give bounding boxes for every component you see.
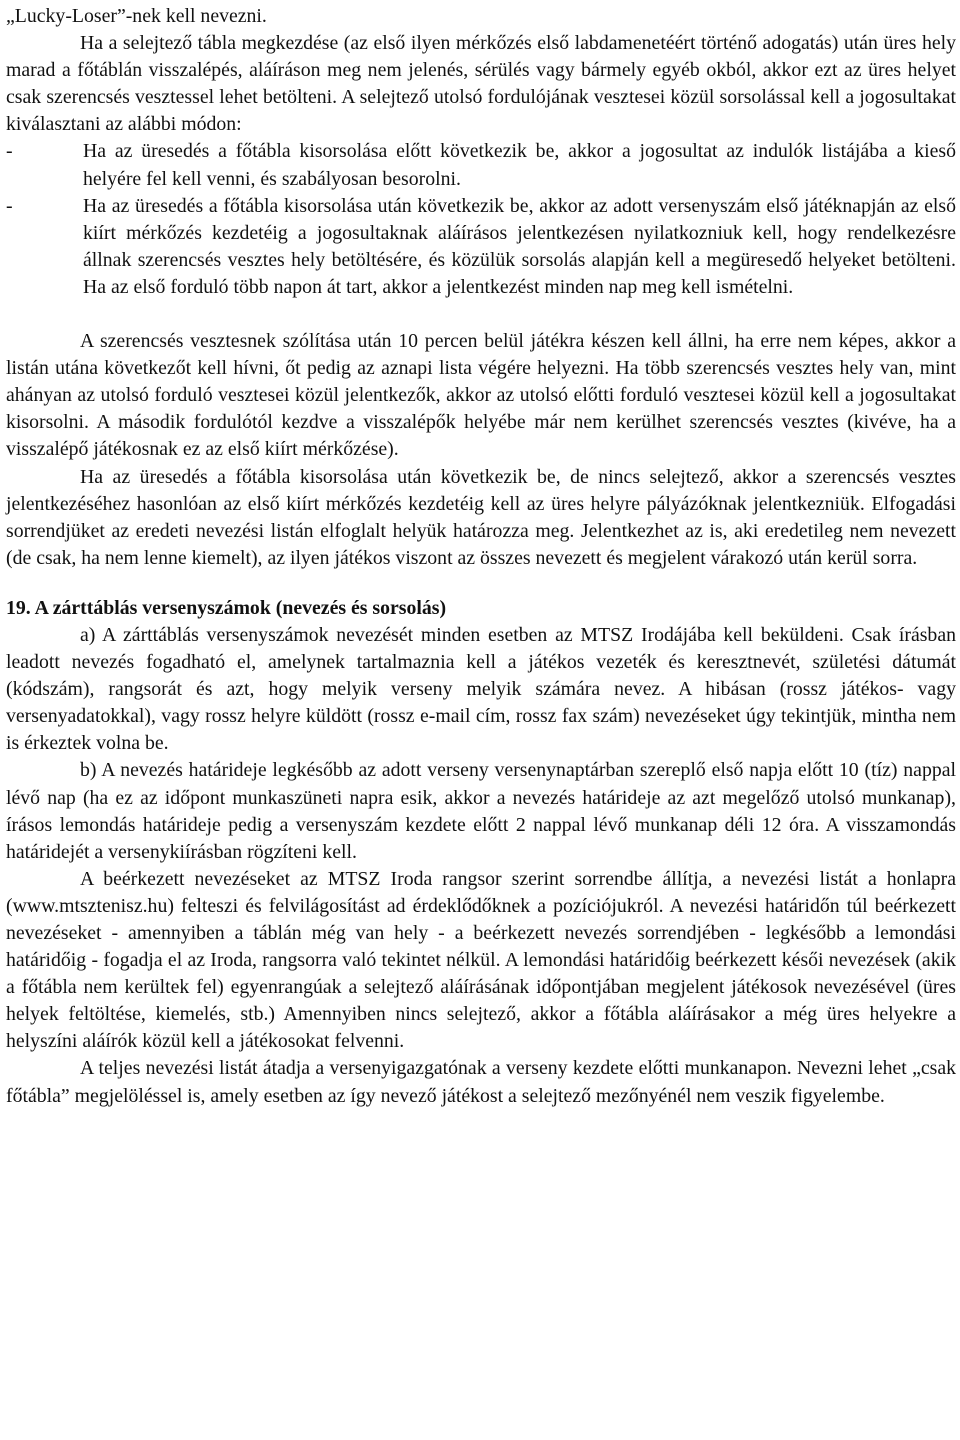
list-item-after-draw xyxy=(6,193,956,301)
document-page xyxy=(6,3,956,1110)
section-heading: 19. A zárttáblás versenyszámok (nevezés és sorsolás) xyxy=(6,596,447,619)
list-item-text: Ha az üresedés a főtábla kisorsolása után következik be, akkor az adott versenyszám első játéknapján az első kiírt mérkőzés kezdetéig a jogosultaknak aláírásos jelentkezésen nyilatkozniuk kell, hogy rendelkezésre állnak szerencsés vesztes hely betöltésére, és közülük sorsolás alapján kell a megüresedő helyeket betölteni. Ha az első forduló több napon át tart, akkor a jelentkezést minden nap meg kell ismételni. xyxy=(83,194,956,298)
list-dash: - xyxy=(6,194,13,217)
paragraph-lucky-loser-naming: „Lucky-Loser”-nek kell nevezni. xyxy=(6,5,267,27)
paragraph-entry-submission: a) A zárttáblás versenyszámok nevezését minden esetben az MTSZ Irodájába kell beküldeni. Csak írásban leadott nevezés fogadható el, amelynek tartalmaznia kell a játékos vezeték és keresztnevét, születési dátumát (kódszám), rangsorát és azt, hogy melyik verseny melyik számára nevez. A hibásan (rossz játékos- vagy versenyadatokkal), vagy rossz helyre küldött (rossz e-mail cím, rossz fax szám) nevezéseket úgy tekintjük, mintha nem is érkeztek volna be. xyxy=(6,623,956,755)
paragraph-vacancy-rule: Ha a selejtező tábla megkezdése (az első ilyen mérkőzés első labdamenetéért történő adogatás) után üres hely marad a főtáblán visszalépés, aláíráson meg nem jelenés, sérülés vagy bármely egyéb okból, akkor ezt az üres helyet csak szerencsés vesztessel lehet betölteni. A selejtező utolsó fordulójának vesztesei közül sorsolással kell a jogosultakat kiválasztani az alábbi módon: xyxy=(6,32,956,136)
list-dash: - xyxy=(6,140,13,163)
paragraph-entry-list: A beérkezett nevezéseket az MTSZ Iroda rangsor szerint sorrendbe állítja, a nevezési listát a honlapra (www.mtsztenisz.hu) felteszi és felvilágosítást ad érdeklődőknek a pozíciójukról. A nevezési határidőn túl beérkezett nevezéseket - amennyiben a táblán még van hely - a beérkezett nevezés sorrendjében - legkésőbb a lemondási határidőig - fogadja el az Iroda, rangsorra való tekintet nélkül. A lemondási határidőig beérkezett késői nevezések (akik a főtábla nem kerültek fel) egyenrangúak a selejtező aláírásának időpontjában megjelent játékosok nevezésével (üres helyek feltöltése, kiemelés, stb.) Amennyiben nincs selejtező, akkor a főtábla aláírásakor a még üres helyekre a helyszíni aláírók közül kell a játékosokat felvenni. xyxy=(6,867,956,1053)
list-item-text: Ha az üresedés a főtábla kisorsolása előtt következik be, akkor a jogosultat az indulók listájába a kieső helyére fel kell venni, és szabályosan besorolni. xyxy=(83,140,956,190)
list-item-before-draw xyxy=(6,138,956,192)
paragraph-lucky-loser-call: A szerencsés vesztesnek szólítása után 10 percen belül játékra készen kell állni, ha erre nem képes, akkor a listán utána következőt kell hívni, őt pedig az aznapi lista végére helyezni. Ha több szerencsés vesztes hely van, mint ahányan az utolsó forduló vesztesei közül jelentkezők, akkor az utolsó előtti forduló vesztesei közül kell a jogosultakat kisorsolni. A második fordulótól kezdve a visszalépők helyébe már nem kerülhet szerencsés vesztes (kivéve, ha a visszalépő játékosnak ez az első kiírt mérkőzése). xyxy=(6,330,956,461)
paragraph-entry-deadline: b) A nevezés határideje legkésőbb az adott verseny versenynaptárban szereplő első napja előtt 10 (tíz) nappal lévő nap (ha ez az időpont munkaszüneti napra esik, akkor a nevezés határideje az azt megelőző utolsó munkanap), írásos lemondás határideje pedig a versenyszám kezdete előtt 2 nappal lévő munkanap déli 12 óra. A visszamondás határidejét a versenykiírásban rögzíteni kell. xyxy=(6,759,956,863)
paragraph-no-qualifying: Ha az üresedés a főtábla kisorsolása után következik be, de nincs selejtező, akkor a szerencsés vesztes jelentkezéséhez hasonlóan az első kiírt mérkőzés kezdetéig kell az üres helyre pályázóknak jelentkezniük. Elfogadási sorrendjüket az eredeti nevezési listán elfoglalt helyük határozza meg. Jelentkezhet az is, aki eredetileg nem nevezett (de csak, ha nem lenne kiemelt), az ilyen játékos viszont az összes nevezett és megjelent várakozó után kerül sorra. xyxy=(6,465,956,569)
paragraph-final-list: A teljes nevezési listát átadja a versenyigazgatónak a verseny kezdete előtti munkanapon. Nevezni lehet „csak főtábla” megjelöléssel is, amely esetben az így nevező játékost a selejtező mezőnyénél nem veszik figyelembe. xyxy=(6,1057,956,1107)
